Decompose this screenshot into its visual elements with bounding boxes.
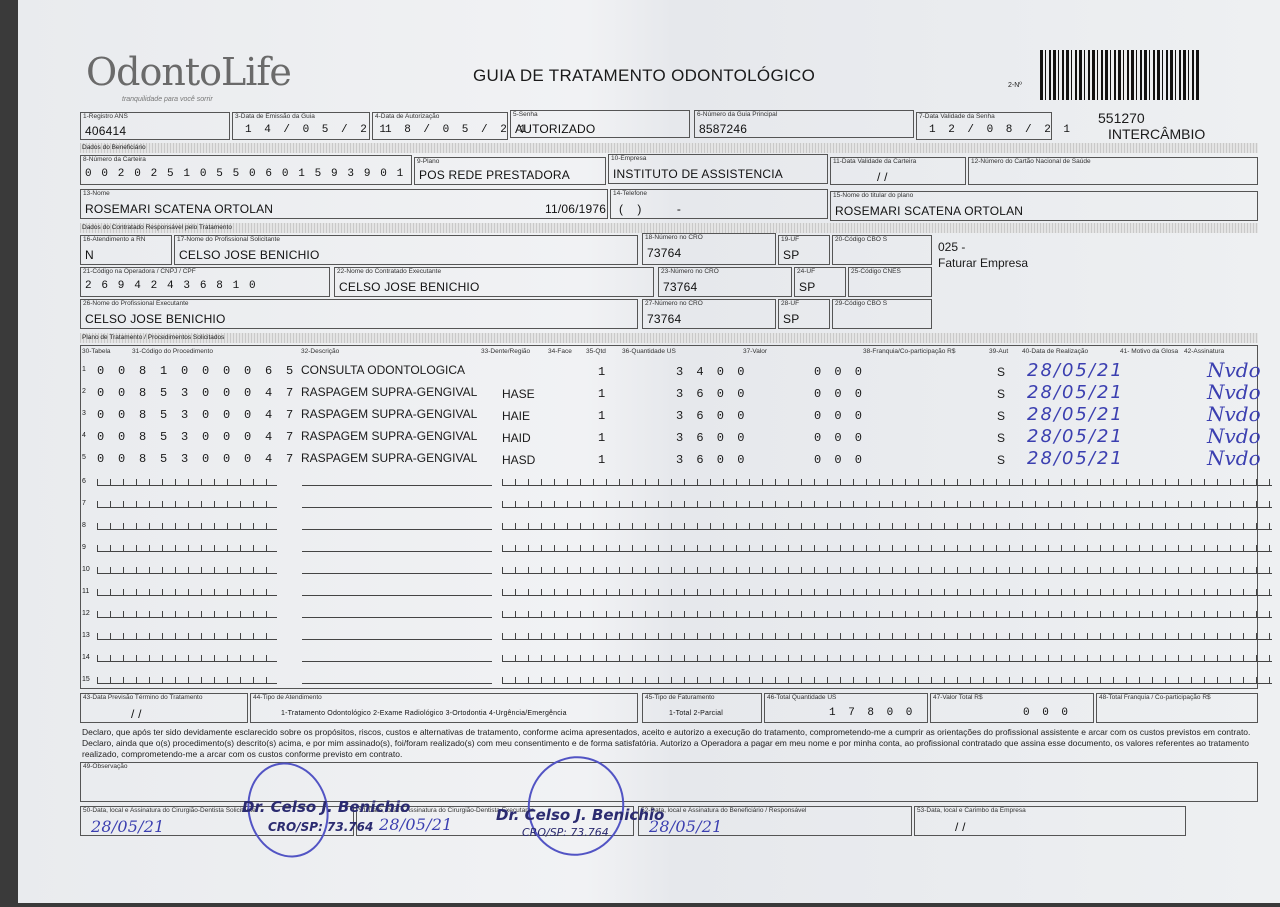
field-label: 5-Senha xyxy=(513,111,538,118)
col-header-franquia: 38-Franquia/Co-participação R$ xyxy=(863,348,956,355)
field-tipo-atendimento xyxy=(250,693,638,723)
dentist-stamp-name: Dr. Celso J. Benichio xyxy=(242,798,411,816)
procedure-us: 3 6 0 0 xyxy=(676,431,748,445)
field-empresa xyxy=(608,154,828,184)
copy-number-label: 2-Nº xyxy=(1008,82,1022,89)
field-valor-total xyxy=(930,693,1094,723)
field-label: 19-UF xyxy=(781,236,800,243)
value-ticks xyxy=(502,628,1272,640)
value-ticks xyxy=(502,518,1272,530)
code-ticks xyxy=(97,474,277,486)
faturamento-code: 025 - xyxy=(938,240,966,254)
field-label: 44-Tipo de Atendimento xyxy=(253,694,322,701)
row-number: 13 xyxy=(82,632,90,639)
empty-procedure-row xyxy=(82,494,1258,516)
field-value: 1-Total 2-Parcial xyxy=(669,710,723,717)
field-validade-senha xyxy=(916,112,1074,140)
field-label: 25-Código CNES xyxy=(851,268,901,275)
field-label: 46-Total Quantidade US xyxy=(767,694,837,701)
field-label: 11-Data Validade da Carteira xyxy=(833,158,917,165)
field-label: 6-Número da Guia Principal xyxy=(697,111,778,118)
code-ticks xyxy=(97,540,277,552)
handwritten-date: 28/05/21 xyxy=(1027,448,1124,469)
handwritten-signature: Nvdo xyxy=(1207,358,1261,382)
value-ticks xyxy=(502,650,1272,662)
field-label: 45-Tipo de Faturamento xyxy=(645,694,715,701)
field-previsao xyxy=(80,693,248,723)
field-cartao-nacional xyxy=(968,157,1258,185)
empty-procedure-row xyxy=(82,472,1258,494)
procedure-code: 0 0 8 5 3 0 0 0 4 7 xyxy=(97,452,297,466)
field-value: 1 8 / 0 5 / 2 1 xyxy=(385,124,530,136)
field-label: 49-Observação xyxy=(83,763,128,770)
col-header-data: 40-Data de Realização xyxy=(1022,348,1089,355)
section-plano-tratamento: Plano de Tratamento / Procedimentos Solicitados xyxy=(80,333,1258,343)
field-label: 7-Data Validade da Senha xyxy=(919,113,995,120)
field-carimbo-empresa xyxy=(914,806,1186,836)
handwritten-date: 28/05/21 xyxy=(1027,382,1124,403)
procedure-region: HASD xyxy=(502,453,536,467)
procedure-us: 3 6 0 0 xyxy=(676,453,748,467)
value-ticks xyxy=(502,496,1272,508)
field-cro-profissional xyxy=(642,299,776,329)
row-number: 10 xyxy=(82,566,90,573)
procedure-valor: 0 0 0 xyxy=(814,431,866,445)
col-header-codigo: 31-Código do Procedimento xyxy=(132,348,213,355)
procedure-us: 3 6 0 0 xyxy=(676,409,748,423)
field-label: 53-Data, local e Carimbo da Empresa xyxy=(917,807,1026,814)
field-value: INSTITUTO DE ASSISTENCIA xyxy=(613,167,783,181)
procedure-description: RASPAGEM SUPRA-GENGIVAL xyxy=(301,385,478,399)
col-header-tabela: 30-Tabela xyxy=(82,348,111,355)
empty-procedure-row xyxy=(82,626,1258,648)
code-ticks xyxy=(97,496,277,508)
field-label: 21-Código na Operadora / CNPJ / CPF xyxy=(83,268,196,275)
desc-line xyxy=(302,672,492,684)
col-header-dente: 33-Dente/Região xyxy=(481,348,531,355)
field-label: 4-Data de Autorização xyxy=(375,113,440,120)
value-ticks xyxy=(502,606,1272,618)
procedure-qtd: 1 xyxy=(598,365,606,379)
faturamento-text: Faturar Empresa xyxy=(938,256,1029,270)
field-plano xyxy=(414,157,606,185)
procedure-aut: S xyxy=(997,365,1006,379)
code-ticks xyxy=(97,584,277,596)
field-label: 15-Nome do titular do plano xyxy=(833,192,914,199)
desc-line xyxy=(302,628,492,640)
field-data-emissao xyxy=(232,112,390,140)
desc-line xyxy=(302,584,492,596)
field-value: 1-Tratamento Odontológico 2-Exame Radiológico 3-Ortodontia 4-Urgência/Emergência xyxy=(281,710,567,717)
field-value: 73764 xyxy=(647,246,682,260)
field-assinatura-beneficiario xyxy=(638,806,912,836)
field-value: 0 0 0 xyxy=(1023,707,1072,719)
field-value: / / xyxy=(955,820,966,834)
field-label: 1-Registro ANS xyxy=(83,113,128,120)
procedure-aut: S xyxy=(997,409,1006,423)
row-number: 8 xyxy=(82,522,86,529)
page-title: GUIA DE TRATAMENTO ODONTOLÓGICO xyxy=(473,66,816,85)
empty-procedure-row xyxy=(82,670,1258,692)
field-guia-principal xyxy=(694,110,914,138)
desc-line xyxy=(302,518,492,530)
desc-line xyxy=(302,650,492,662)
field-value: 2 6 9 4 2 4 3 6 8 1 0 xyxy=(85,280,258,292)
row-number: 11 xyxy=(82,588,90,595)
field-value: SP xyxy=(783,248,800,262)
handwritten-date: 28/05/21 xyxy=(649,817,723,836)
value-ticks xyxy=(502,562,1272,574)
procedure-row xyxy=(82,424,1261,448)
field-total-us xyxy=(764,693,928,723)
col-header-qtd-us: 36-Quantidade US xyxy=(622,348,676,355)
handwritten-date: 28/05/21 xyxy=(379,815,453,834)
procedure-region: HAIE xyxy=(502,409,531,423)
field-label: 29-Código CBO S xyxy=(835,300,888,307)
row-number: 3 xyxy=(82,410,86,417)
col-header-valor: 37-Valor xyxy=(743,348,768,355)
field-prof-executante xyxy=(80,299,638,329)
code-ticks xyxy=(97,606,277,618)
code-ticks xyxy=(97,672,277,684)
handwritten-signature: Nvdo xyxy=(1207,424,1261,448)
field-label: 50-Data, local e Assinatura do Cirurgião-Dentista Solicitante xyxy=(83,807,256,814)
procedure-description: RASPAGEM SUPRA-GENGIVAL xyxy=(301,429,478,443)
field-uf-profissional xyxy=(778,299,830,329)
field-label: 51-Data, local e Assinatura do Cirurgião-Dentista Executante xyxy=(359,807,535,814)
barcode xyxy=(1040,50,1200,100)
field-value: CELSO JOSE BENICHIO xyxy=(339,280,480,294)
procedure-qtd: 1 xyxy=(598,387,606,401)
field-contratado-executante xyxy=(334,267,654,297)
row-number: 5 xyxy=(82,454,86,461)
field-label: 24-UF xyxy=(797,268,816,275)
field-label: 8-Número da Carteira xyxy=(83,156,146,163)
dentist-stamp-cro-2: CRO/SP: 73.764 xyxy=(522,826,609,839)
field-tipo-faturamento xyxy=(642,693,762,723)
field-label: 26-Nome do Profissional Executante xyxy=(83,300,189,307)
field-cro-executante xyxy=(658,267,792,297)
field-value: 1 7 8 0 0 xyxy=(829,707,916,719)
handwritten-date: 28/05/21 xyxy=(1027,404,1124,425)
desc-line xyxy=(302,474,492,486)
field-value: SP xyxy=(783,312,800,326)
desc-line xyxy=(302,540,492,552)
guide-type: INTERCÂMBIO xyxy=(1108,126,1206,142)
procedure-code: 0 0 8 5 3 0 0 0 4 7 xyxy=(97,408,297,422)
field-prof-solicitante xyxy=(174,235,638,265)
procedure-aut: S xyxy=(997,387,1006,401)
handwritten-signature: Nvdo xyxy=(1207,402,1261,426)
field-value: N xyxy=(85,248,94,262)
procedure-description: RASPAGEM SUPRA-GENGIVAL xyxy=(301,407,478,421)
empty-procedure-row xyxy=(82,648,1258,670)
procedure-valor: 0 0 0 xyxy=(814,365,866,379)
birth-date: 11/06/1976 xyxy=(545,202,607,216)
value-ticks xyxy=(502,584,1272,596)
procedure-qtd: 1 xyxy=(598,431,606,445)
field-total-franquia xyxy=(1096,693,1258,723)
handwritten-signature: Nvdo xyxy=(1207,446,1261,470)
field-label: 12-Número do Cartão Nacional de Saúde xyxy=(971,158,1091,165)
field-label: 52-Data, local e Assinatura do Beneficiário / Responsável xyxy=(641,807,807,814)
col-header-face: 34-Face xyxy=(548,348,572,355)
procedure-description: CONSULTA ODONTOLOGICA xyxy=(301,363,466,377)
procedure-code: 0 0 8 5 3 0 0 0 4 7 xyxy=(97,430,297,444)
field-value: / / xyxy=(131,707,142,721)
field-value: 0 0 2 0 2 5 1 0 5 5 0 6 0 1 5 9 3 9 0 1 xyxy=(85,168,405,180)
procedure-row xyxy=(82,358,1261,382)
row-number: 12 xyxy=(82,610,90,617)
field-value: SP xyxy=(799,280,816,294)
procedure-qtd: 1 xyxy=(598,453,606,467)
desc-line xyxy=(302,606,492,618)
handwritten-date: 28/05/21 xyxy=(1027,426,1124,447)
field-label: 28-UF xyxy=(781,300,800,307)
code-ticks xyxy=(97,650,277,662)
procedure-qtd: 1 xyxy=(598,409,606,423)
col-header-assinatura: 42-Assinatura xyxy=(1184,348,1225,355)
col-header-aut: 39-Aut xyxy=(989,348,1009,355)
field-label: 13-Nome xyxy=(83,190,110,197)
empty-procedure-row xyxy=(82,604,1258,626)
declaration-text: Declaro, que após ter sido devidamente esclarecido sobre os propósitos, riscos, custos e alternativas de tratamento, conforme acima apresentados, aceito e autorizo a execução do tratamento, comprometendo-me a cumprir as orientações do profissional assistente e arcar com os custos previstos em contrato. Declaro, ainda que o(s) procedimento(s) descrito(s) acima, e por mim assinado(s), foi/foram realizado(s) com meu consentimento e de forma satisfatória. Autorizo a Operadora a pagar em meu nome e por minha conta, ao profissional contratado que assina esse documento, os valores referentes ao tratamento realizado, comprometendo-me a arcar com os custos conforme previsto em contrato. xyxy=(82,727,1251,759)
procedure-aut: S xyxy=(997,453,1006,467)
field-value: 406414 xyxy=(85,124,127,138)
handwritten-signature: Nvdo xyxy=(1207,380,1261,404)
dentist-stamp-cro: CRO/SP: 73.764 xyxy=(268,820,374,834)
empty-procedure-row xyxy=(82,516,1258,538)
section-beneficiario: Dados do Beneficiário xyxy=(80,143,1258,153)
procedure-valor: 0 0 0 xyxy=(814,453,866,467)
row-number: 1 xyxy=(82,366,86,373)
field-value: POS REDE PRESTADORA xyxy=(419,168,570,182)
field-value: 73764 xyxy=(647,312,682,326)
code-ticks xyxy=(97,628,277,640)
row-number: 2 xyxy=(82,388,86,395)
code-ticks xyxy=(97,518,277,530)
field-label: 9-Plano xyxy=(417,158,440,165)
field-atendimento-rn xyxy=(80,235,172,265)
row-number: 15 xyxy=(82,676,90,683)
field-label: 47-Valor Total R$ xyxy=(933,694,983,701)
value-ticks xyxy=(502,540,1272,552)
field-cbo-profissional xyxy=(832,299,932,329)
procedure-row xyxy=(82,380,1261,404)
field-uf-solicitante xyxy=(778,235,830,265)
procedure-aut: S xyxy=(997,431,1006,445)
procedure-valor: 0 0 0 xyxy=(814,387,866,401)
procedure-row xyxy=(82,446,1261,470)
field-label: 3-Data de Emissão da Guia xyxy=(235,113,315,120)
field-cnpj xyxy=(80,267,330,297)
row-number: 4 xyxy=(82,432,86,439)
guide-number: 551270 xyxy=(1098,110,1145,126)
field-value: ( ) - xyxy=(619,202,682,216)
field-value: 1 2 / 0 8 / 2 1 xyxy=(929,124,1074,136)
field-label: 18-Número no CRO xyxy=(645,234,703,241)
field-label: 23-Número no CRO xyxy=(661,268,719,275)
row-number: 7 xyxy=(82,500,86,507)
guide-sheet xyxy=(18,0,1280,903)
section-contratado: Dados do Contratado Responsável pelo Tratamento xyxy=(80,223,1258,233)
field-label: 22-Nome do Contratado Executante xyxy=(337,268,442,275)
field-label: 17-Nome do Profissional Solicitante xyxy=(177,236,280,243)
field-cro-solicitante xyxy=(642,233,776,265)
handwritten-date: 28/05/21 xyxy=(1027,360,1124,381)
field-value: / / xyxy=(877,170,888,184)
desc-line xyxy=(302,562,492,574)
empty-procedure-row xyxy=(82,560,1258,582)
code-ticks xyxy=(97,562,277,574)
procedure-code: 0 0 8 5 3 0 0 0 4 7 xyxy=(97,386,297,400)
field-titular xyxy=(830,191,1258,221)
field-registro-ans xyxy=(80,112,230,140)
dentist-stamp-name-2: Dr. Celso J. Benichio xyxy=(496,806,665,824)
desc-line xyxy=(302,496,492,508)
field-label: 27-Número no CRO xyxy=(645,300,703,307)
col-header-glosa: 41- Motivo da Glosa xyxy=(1120,348,1179,355)
field-cbo-solicitante xyxy=(832,235,932,265)
field-label: 16-Atendimento a RN xyxy=(83,236,146,243)
procedure-valor: 0 0 0 xyxy=(814,409,866,423)
value-ticks xyxy=(502,474,1272,486)
procedure-row xyxy=(82,402,1261,426)
field-telefone xyxy=(610,189,828,219)
field-label: 43-Data Previsão Término do Tratamento xyxy=(83,694,203,701)
field-value: 8587246 xyxy=(699,122,748,136)
field-carteira xyxy=(80,155,412,185)
field-cnes xyxy=(848,267,932,297)
handwritten-date: 28/05/21 xyxy=(91,817,165,836)
field-validade-carteira xyxy=(830,157,966,185)
col-header-qtd: 35-Qtd xyxy=(586,348,606,355)
procedure-us: 3 4 0 0 xyxy=(676,365,748,379)
odontolife-logo: OdontoLife xyxy=(86,50,291,94)
field-value: CELSO JOSE BENICHIO xyxy=(179,248,320,262)
col-header-descricao: 32-Descrição xyxy=(301,348,340,355)
field-nome xyxy=(80,189,608,219)
field-value: 73764 xyxy=(663,280,698,294)
field-value: ROSEMARI SCATENA ORTOLAN xyxy=(835,204,1024,218)
row-number: 14 xyxy=(82,654,90,661)
field-value: 1 4 / 0 5 / 2 1 xyxy=(245,124,390,136)
logo-tagline: tranquilidade para você sorrir xyxy=(122,96,213,103)
field-value: CELSO JOSE BENICHIO xyxy=(85,312,226,326)
row-number: 9 xyxy=(82,544,86,551)
field-label: 10-Empresa xyxy=(611,155,647,162)
field-label: 14-Telefone xyxy=(613,190,647,197)
empty-procedure-row xyxy=(82,538,1258,560)
field-label: 48-Total Franquia / Co-participação R$ xyxy=(1099,694,1211,701)
procedure-us: 3 6 0 0 xyxy=(676,387,748,401)
procedure-description: RASPAGEM SUPRA-GENGIVAL xyxy=(301,451,478,465)
field-value: ROSEMARI SCATENA ORTOLAN xyxy=(85,202,274,216)
procedure-region: HASE xyxy=(502,387,535,401)
field-uf-executante xyxy=(794,267,846,297)
value-ticks xyxy=(502,672,1272,684)
field-label: 20-Código CBO S xyxy=(835,236,888,243)
field-senha xyxy=(510,110,690,138)
procedure-code: 0 0 8 1 0 0 0 0 6 5 xyxy=(97,364,297,378)
field-value: AUTORIZADO xyxy=(515,122,596,136)
procedure-region: HAID xyxy=(502,431,531,445)
row-number: 6 xyxy=(82,478,86,485)
empty-procedure-row xyxy=(82,582,1258,604)
